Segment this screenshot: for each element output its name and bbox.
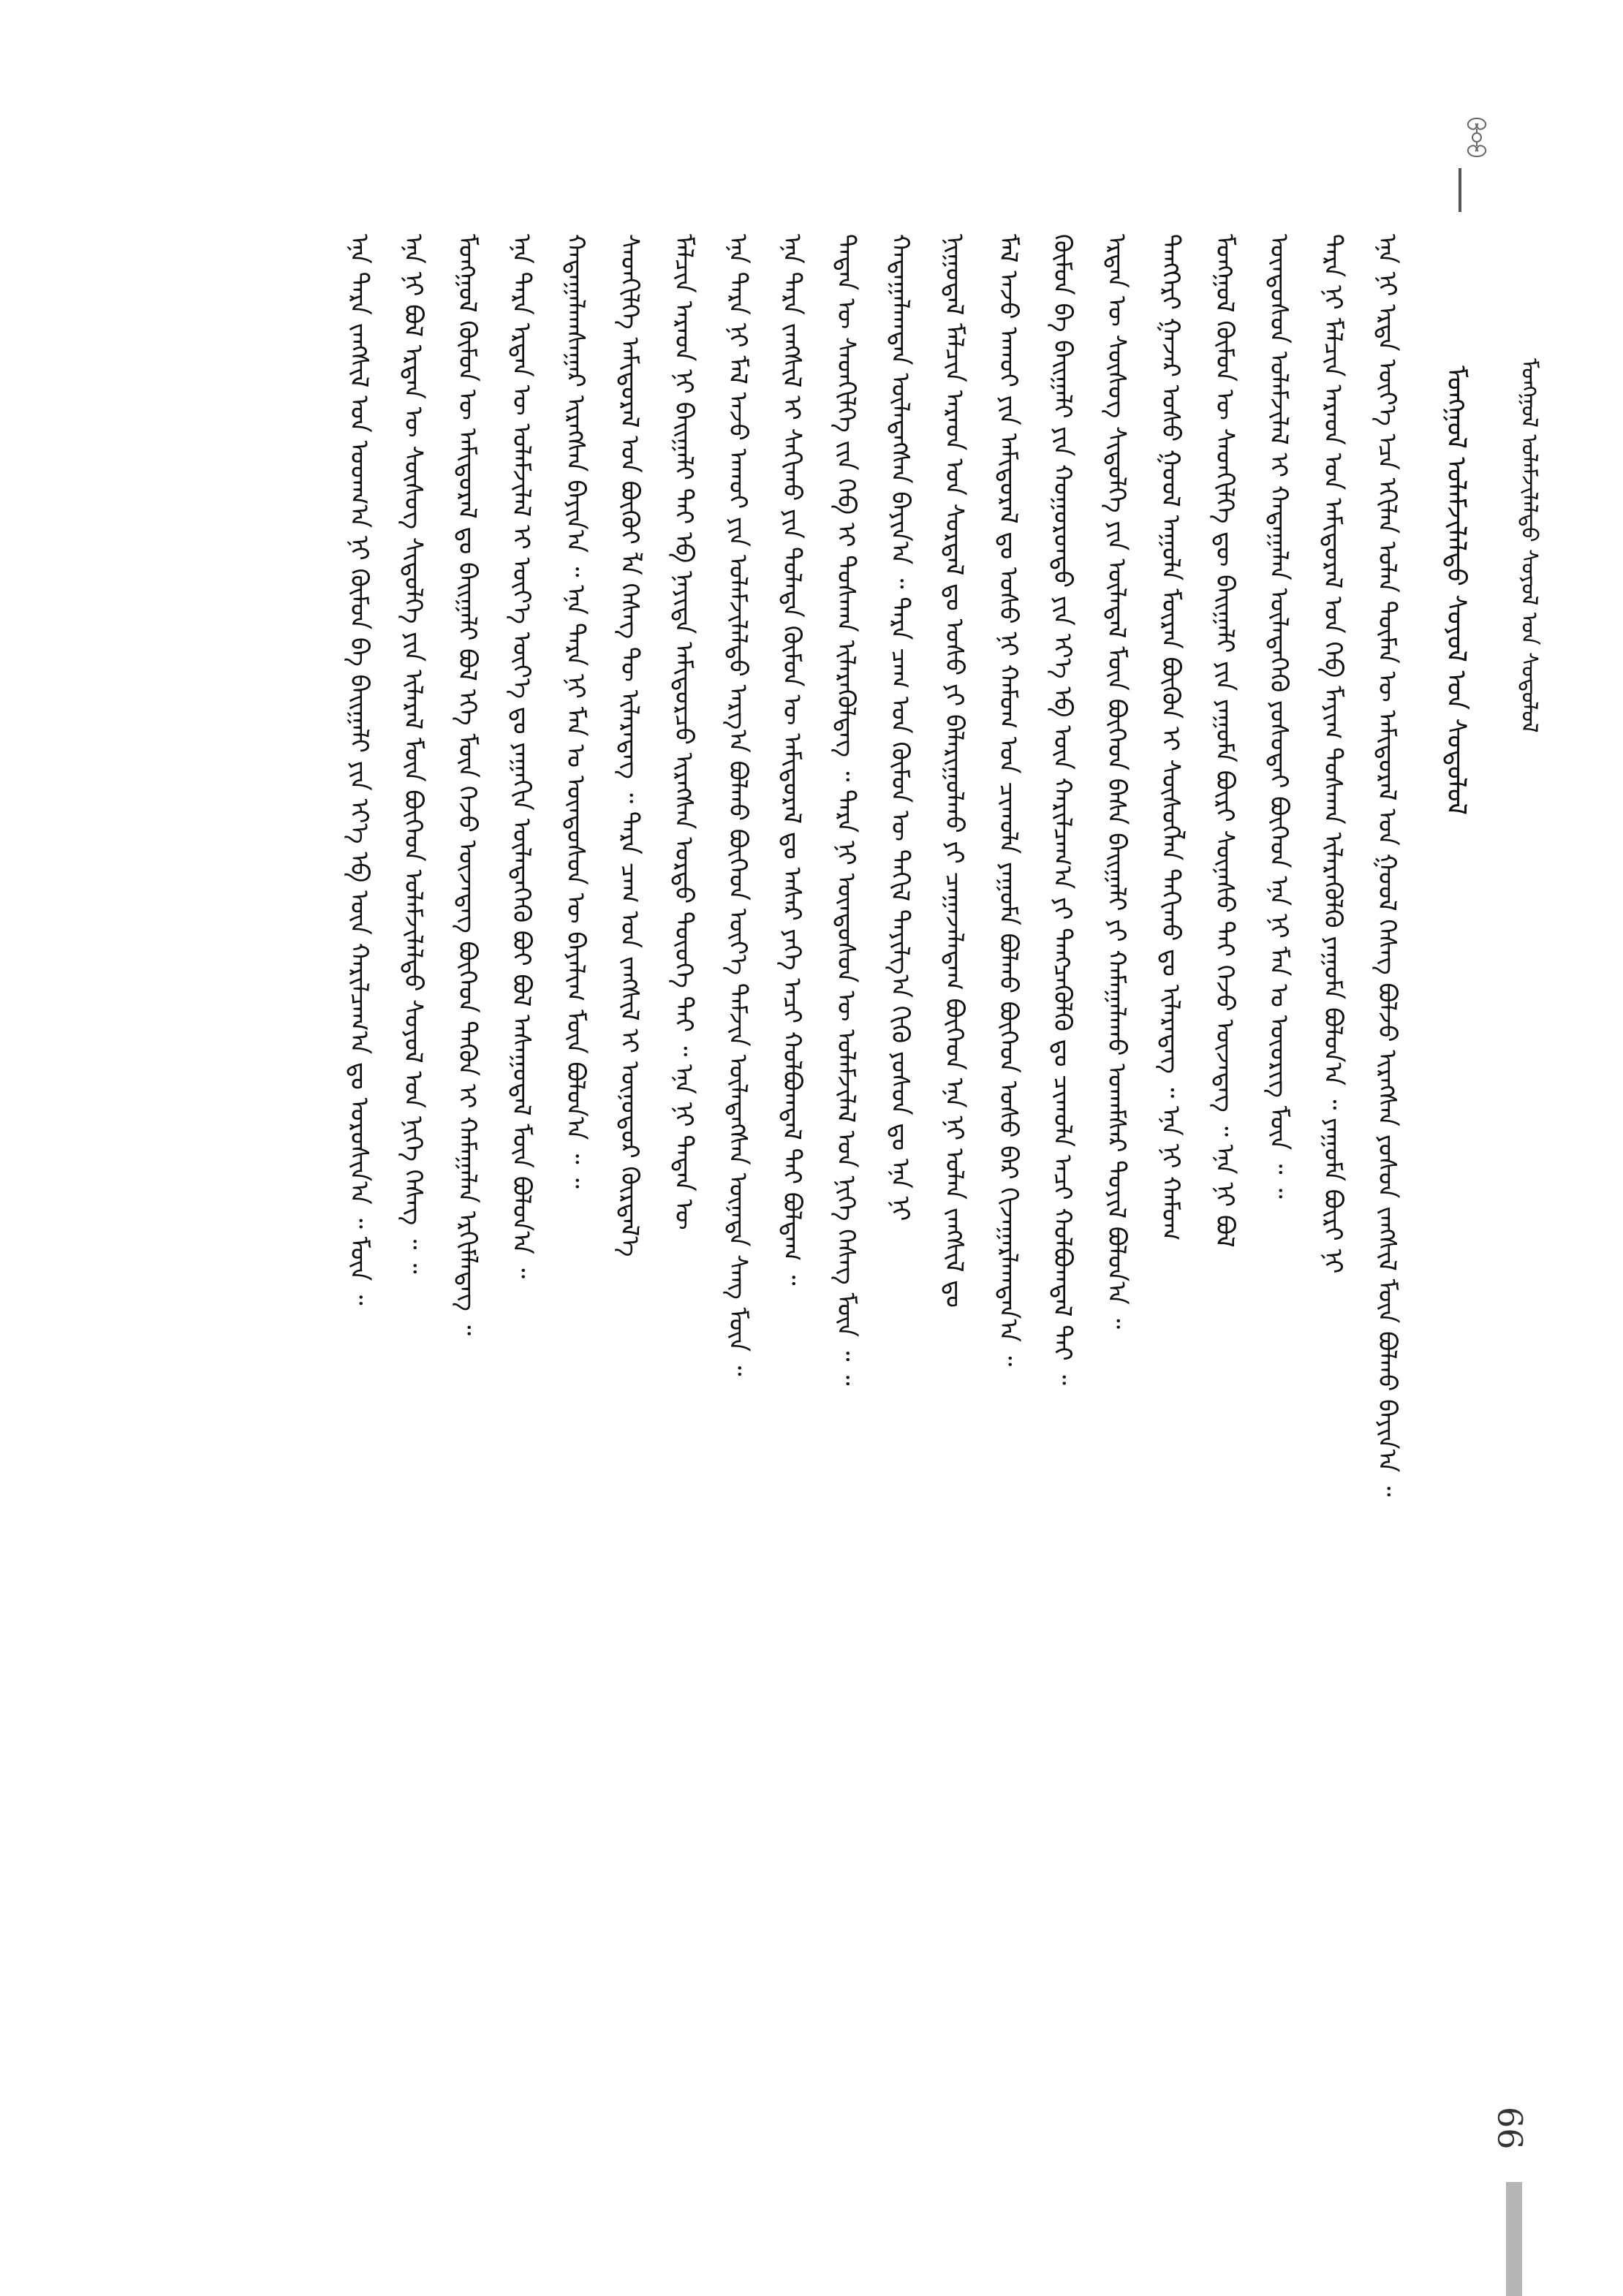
text-column: ᠬᠠᠳᠠᠭᠠᠯᠠᠭᠰᠠᠭᠠᠷ ᠢᠷᠡᠭᠰᠡᠨ ᠪᠠᠶᠢᠨ᠎ᠠ ᠃ ᠡᠨᠡ ᠲᠡᠷᠡ ᠨᠢ ᠮᠠᠨ ᠤ ᠦᠨᠳᠦᠰᠦᠨ ᠦ ᠪᠠᠶᠠᠯᠢᠭ ᠮᠥᠨ ᠪᠣᠯᠤᠨ᠎ᠠ ᠃ ᠃: [561, 234, 590, 1189]
text-column: ᠡᠨᠡ ᠨᠢ ᠪᠣᠯ ᠡᠷᠲᠡᠨ ᠦ ᠰᠦᠰᠦᠭ ᠰᠢᠲᠦᠯᠭᠡ ᠶᠢᠨ ᠢᠯᠡᠷᠡᠯ ᠮᠥᠨ ᠪᠥᠭᠡᠳ ᠤᠯᠠᠮᠵᠢᠯᠠᠯᠲᠤ ᠰᠣᠶᠣᠯ ᠤᠨ ᠨᠢᠭᠡ ᠬᠡᠰᠡᠭ ᠃ ᠃: [398, 234, 428, 1274]
text-column: ᠰᠡᠳᠬᠢᠯᠭᠡ ᠠᠮᠢᠳᠤᠷᠠᠯ ᠤᠨ ᠪᠦᠬᠦᠢ ᠯᠠ ᠬᠡᠰᠡᠭ ᠲᠦ ᠢᠯᠡᠷᠡᠳᠡᠭ ᠃ ᠲᠡᠷᠡ ᠴᠠᠭ ᠤᠨ ᠵᠠᠩᠰᠢᠯ ᠢ ᠦᠨᠦᠳᠦᠷ ᠬᠦᠷᠲᠡᠯ᠎ᠡ: [615, 234, 644, 1257]
text-column: ᠨᠢᠭᠤᠳᠠᠯ ᠮᠠᠯᠴᠢᠨ ᠠᠷᠠᠳ ᠤᠨ ᠰᠤᠷᠲᠠᠯ ᠳᠤ ᠤᠰᠤ ᠶᠢ ᠪᠠᠯᠠᠷᠢᠭᠤᠯᠬᠤ ᠶᠢ ᠴᠠᠭᠠᠵᠠᠯᠠᠳᠠᠭ ᠪᠥᠭᠡᠳ ᠡᠨᠡ ᠨᠢ ᠣᠯᠠᠨ ᠵᠠᠩᠰᠢᠯ ᠳᠤ: [939, 234, 969, 1308]
header-title: ᠮᠣᠩᠭᠣᠯ ᠤᠯᠠᠮᠵᠢᠯᠠᠯᠲᠤ ᠰᠣᠶᠣᠯ ᠤᠨ ᠰᠤᠳᠤᠯᠤᠯ: [1441, 365, 1471, 816]
text-column: ᠡᠨᠡ ᠲᠡᠷᠡ ᠡᠷᠲᠡᠨ ᠦ ᠤᠯᠠᠮᠵᠢᠯᠠᠯ ᠢ ᠦᠶ᠎ᠡ ᠦᠶ᠎ᠡ ᠳᠤ ᠶᠠᠭᠠᠬᠢᠨ ᠦᠯᠡᠳᠡᠭᠡᠬᠦ ᠪᠤᠢ ᠪᠣᠯ ᠠᠰᠠᠭᠤᠳᠠᠯ ᠮᠥᠨ ᠪᠣᠯᠤᠨ᠎ᠠ ᠃: [507, 234, 536, 1279]
text-column: ᠬᠦᠮᠦᠨ ᠪᠠ ᠪᠠᠢᠭᠠᠯᠢ ᠶᠢᠨ ᠬᠣᠭᠣᠷᠤᠨᠳᠤ ᠶᠢᠨ ᠡᠶ᠎ᠡ ᠡᠪ ᠦᠨ ᠬᠠᠷᠢᠯᠴᠠᠭ᠎ᠠ ᠶᠢ ᠲᠡᠩᠴᠡᠭᠦᠯᠬᠦ ᠳᠤ ᠴᠢᠬᠤᠯᠠ ᠠᠴᠢ ᠬᠣᠯᠪᠣᠭᠳᠠᠯ ᠲᠠᠢ ᠃: [1048, 234, 1077, 1385]
scroll-ornament-icon: [1448, 115, 1506, 159]
text-column: ᠡᠨᠡ ᠨᠢ ᠡᠷᠲᠡ ᠦᠶ᠎ᠡ ᠡᠴᠡ ᠡᠬᠢᠯᠡᠨ ᠣᠯᠠᠨ ᠲᠦᠮᠡᠨ ᠦ ᠠᠮᠢᠳᠤᠷᠠᠯ ᠤᠨ ᠭᠣᠣᠯ ᠬᠡᠰᠡᠭ ᠪᠣᠯᠵᠤ ᠢᠷᠡᠭᠰᠡᠨ ᠶᠣᠰᠤᠨ ᠵᠠᠩᠰᠢᠯ ᠮᠥᠨ ᠪᠣᠯᠬᠤ ᠪᠠᠶᠢᠨ᠎ᠠ ᠃: [1372, 234, 1401, 1497]
text-column: ᠮᠠᠯ ᠠᠵᠤ ᠠᠬᠤᠢ ᠶᠢᠨ ᠠᠮᠢᠳᠤᠷᠠᠯ ᠳᠤ ᠤᠰᠤ ᠨᠢ ᠬᠠᠮᠤᠭ ᠤᠨ ᠴᠢᠬᠤᠯᠠ ᠶᠠᠭᠤᠮᠠ ᠪᠣᠯᠬᠤ ᠪᠥᠭᠡᠳ ᠤᠰᠤ ᠪᠠᠷ ᠬᠢᠵᠠᠭᠠᠷᠯᠠᠭᠳᠠᠨ᠎ᠠ ᠃: [994, 234, 1023, 1367]
text-column: ᠮᠣᠩᠭᠣᠯ ᠬᠦᠮᠦᠨ ᠦ ᠠᠮᠢᠳᠤᠷᠠᠯ ᠳᠤ ᠪᠠᠢᠭᠠᠯᠢ ᠪᠣᠯ ᠡᠬᠡ ᠮᠥᠨ ᠭᠡᠵᠦ ᠦᠵᠡᠳᠡᠭ ᠪᠥᠭᠡᠳ ᠲᠡᠭᠦᠨ ᠢ ᠬᠠᠮᠠᠭᠠᠯᠠᠨ ᠡᠷᠬᠢᠮᠯᠡᠳᠡᠭ ᠃: [453, 234, 482, 1336]
header-subtitle: ᠮᠣᠩᠭᠣᠯ ᠤᠯᠠᠮᠵᠢᠯᠠᠯᠲᠤ ᠰᠣᠶᠣᠯ ᠤᠨ ᠰᠤᠳᠤᠯᠤᠯ: [1516, 358, 1542, 733]
text-column: ᠡᠨᠡ ᠲᠡᠷᠡ ᠵᠠᠩᠰᠢᠯ ᠢ ᠰᠠᠬᠢᠬᠤ ᠶᠢᠨ ᠲᠤᠯᠠᠳᠠ ᠬᠦᠮᠦᠨ ᠦ ᠠᠮᠢᠳᠤᠷᠠᠯ ᠳᠤ ᠠᠰᠠᠷ ᠶᠡᠬᠡ ᠠᠴᠢ ᠬᠣᠯᠪᠣᠭᠳᠠᠯ ᠲᠠᠢ ᠪᠣᠯᠳᠠᠭ ᠃: [777, 234, 806, 1286]
page-edge-tab: [1506, 2182, 1522, 2296]
text-column: ᠡᠨᠡ ᠲᠡᠷᠡ ᠨᠢ ᠮᠠᠯ ᠠᠵᠤ ᠠᠬᠤᠢ ᠶᠢᠨ ᠤᠯᠠᠮᠵᠢᠯᠠᠯᠲᠤ ᠠᠷᠭ᠎ᠠ ᠪᠣᠯᠬᠤ ᠪᠥᠭᠡᠳ ᠦᠶ᠎ᠡ ᠳᠠᠮᠵᠢᠨ ᠦᠯᠡᠳᠡᠭᠰᠡᠨ ᠦᠨᠡᠲᠡ ᠰᠠᠩ ᠮᠥᠨ ᠃: [723, 234, 752, 1376]
text-column: ᠲᠡᠷᠡ ᠨᠢ ᠮᠠᠯᠴᠢᠨ ᠠᠷᠠᠳ ᠤᠨ ᠠᠮᠢᠳᠤᠷᠠᠯ ᠤᠨ ᠬᠡᠪ ᠮᠠᠶᠢᠭ ᠲᠤᠰᠬᠠᠨ ᠢᠯᠡᠷᠡᠭᠦᠯᠬᠦ ᠶᠠᠭᠤᠮᠠ ᠪᠣᠯᠤᠨ᠎ᠠ ᠃ ᠶᠠᠭᠤᠮᠠ ᠪᠦᠷᠢ ᠨᠢ: [1318, 234, 1347, 1274]
text-column: ᠬᠠᠳᠠᠭᠠᠯᠠᠭᠳᠠᠨ ᠦᠯᠡᠳᠡᠭᠰᠡᠨ ᠪᠠᠶᠢᠨ᠎ᠠ ᠃ ᠲᠡᠷᠡ ᠴᠠᠭ ᠤᠨ ᠬᠦᠮᠦᠨ ᠦ ᠲᠠᠬᠢᠯ ᠲᠠᠶᠢᠯᠭ᠎ᠠ ᠬᠢᠬᠦ ᠶᠣᠰᠤᠨ ᠳᠤ ᠡᠨᠡ ᠨᠢ: [885, 234, 915, 1221]
header-rule: [1459, 168, 1461, 212]
text-column: ᠦᠨᠳᠦᠰᠦᠨ ᠤᠯᠠᠮᠵᠢᠯᠠᠯ ᠢ ᠬᠠᠳᠠᠭᠠᠯᠠᠨ ᠦᠯᠡᠳᠡᠭᠡᠬᠦ ᠶᠤᠰᠤᠲᠠᠢ ᠪᠥᠭᠡᠳ ᠡᠨᠡ ᠨᠢ ᠮᠠᠨ ᠤ ᠦᠦᠷᠢᠭ ᠮᠥᠨ ᠃ ᠃: [1264, 234, 1293, 1199]
text-column: ᠲᠡᠳᠡᠨ ᠦ ᠰᠡᠳᠬᠢᠯᠭᠡ ᠵᠢᠨ ᠬᠡᠪ ᠢ ᠲᠤᠰᠬᠠᠨ ᠢᠯᠡᠷᠡᠭᠦᠯᠳᠡᠭ ᠃ ᠲᠡᠷᠡ ᠨᠢ ᠦᠨᠳᠦᠰᠦᠨ ᠦ ᠤᠯᠠᠮᠵᠢᠯᠠᠯ ᠤᠨ ᠨᠢᠭᠡ ᠬᠡᠰᠡᠭ ᠮᠥᠨ ᠃ ᠃: [831, 234, 860, 1386]
text-column: ᠡᠨᠡ ᠲᠡᠷᠡ ᠵᠠᠩᠰᠢᠯ ᠤᠨ ᠤᠳᠬ᠎ᠠ ᠨᠢ ᠬᠦᠮᠦᠨ ᠪᠠ ᠪᠠᠢᠭᠠᠯᠢ ᠶᠢᠨ ᠡᠶ᠎ᠡ ᠡᠪ ᠦᠨ ᠬᠠᠷᠢᠯᠴᠠᠭ᠎ᠠ ᠳᠤ ᠣᠷᠣᠰᠢᠨ᠎ᠠ ᠃ ᠮᠥᠨ ᠃: [344, 234, 374, 1306]
text-column: ᠡᠷᠲᠡᠨ ᠦ ᠰᠦᠰᠦᠭ ᠰᠢᠲᠦᠯᠭᠡ ᠶᠢᠨ ᠦᠯᠡᠳᠡᠯ ᠮᠥᠨ ᠪᠥᠭᠡᠳ ᠪᠠᠰᠠ ᠪᠠᠢᠭᠠᠯᠢ ᠶᠢ ᠬᠠᠮᠠᠭᠠᠯᠠᠬᠤ ᠤᠬᠠᠮᠰᠠᠷ ᠲᠤᠶᠢᠯ ᠪᠣᠯᠤᠨ᠎ᠠ ᠃: [1102, 234, 1131, 1329]
body-text: [234, 234, 1404, 2061]
text-column: ᠮᠣᠩᠭᠣᠯ ᠬᠦᠮᠦᠨ ᠦ ᠰᠡᠳᠬᠢᠯᠭᠡ ᠳᠦ ᠪᠠᠢᠭᠠᠯᠢ ᠶᠢᠨ ᠶᠠᠭᠤᠮᠠ ᠪᠦᠷᠢ ᠰᠦᠨᠡᠰᠦ ᠲᠡᠢ ᠭᠡᠵᠦ ᠦᠵᠡᠳᠡᠭ ᠃ ᠡᠨᠡ ᠨᠢ ᠪᠣᠯ: [1210, 234, 1239, 1248]
page-number: 99: [1491, 2107, 1531, 2150]
text-column: ᠲᠡᠩᠭᠡᠷᠢ ᠭᠠᠵᠠᠷ ᠤᠰᠤ ᠭᠣᠣᠯ ᠠᠭᠤᠯᠠ ᠮᠥᠷᠡᠨ ᠪᠦᠬᠦᠨ ᠢ ᠰᠦᠰᠦᠭᠯᠡᠨ ᠲᠠᠬᠢᠬᠤ ᠳᠤ ᠢᠯᠡᠷᠡᠳᠡᠭ ᠃ ᠡᠨᠡ ᠨᠢ ᠬᠠᠮᠤᠭ: [1156, 234, 1185, 1241]
text-column: ᠮᠠᠯᠴᠢᠨ ᠠᠷᠠᠳ ᠨᠢ ᠪᠠᠢᠭᠠᠯᠢ ᠲᠠᠢ ᠡᠪ ᠨᠡᠶᠢᠲᠡ ᠠᠮᠢᠳᠤᠷᠴᠤ ᠢᠷᠡᠭᠰᠡᠨ ᠤᠷᠲᠤ ᠲᠦᠦᠬᠡ ᠲᠠᠢ ᠃ ᠡᠨᠡ ᠨᠢ ᠲᠡᠳᠡᠨ ᠦ: [669, 234, 698, 1230]
